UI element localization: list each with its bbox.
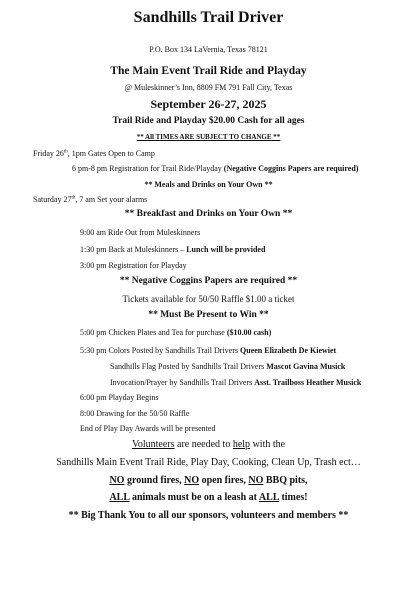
colors-posted-text: 5:30 pm Colors Posted by Sandhills Trail Drivers — [80, 346, 241, 355]
colors-posted-by: Queen Elizabeth De Kiewiet — [240, 346, 337, 355]
fire-rule-1: ground fires, — [124, 475, 185, 486]
times-notice: ** All TIMES ARE SUBJECT TO CHANGE ** — [136, 133, 281, 141]
invocation-by: Asst. Trailboss Heather Musick — [254, 378, 362, 387]
flag-posted — [110, 363, 345, 371]
saturday-back-text: 1:30 pm Back at Muleskinners – — [80, 245, 187, 254]
chicken-plates — [80, 329, 271, 337]
no-word-2: NO — [184, 475, 200, 486]
volunteers-line — [0, 440, 417, 450]
saturday-line — [33, 196, 147, 204]
present-to-win-note: ** Must Be Present to Win ** — [148, 310, 269, 320]
saturday-day: Saturday 27 — [33, 195, 72, 204]
event-dates: September 26-27, 2025 — [150, 97, 267, 111]
org-address: P.O. Box 134 LaVernia, Texas 78121 — [149, 45, 268, 54]
leash-end: times! — [278, 492, 308, 503]
saturday-ride-out: 9:00 am Ride Out from Muleskinners — [80, 228, 201, 237]
all-word-2: ALL — [258, 492, 279, 503]
friday-gates: , 1pm Gates Open to Camp — [67, 149, 155, 158]
saturday-registration: 3:00 pm Registration for Playday — [80, 261, 187, 270]
friday-coggins-required: (Negative Coggins Papers are required) — [223, 164, 359, 173]
all-word-1: ALL — [109, 492, 130, 503]
saturday-back — [80, 246, 265, 254]
raffle-tickets: Tickets available for 50/50 Raffle $1.00 a ticket — [122, 294, 295, 304]
no-word-1: NO — [109, 475, 125, 486]
event-venue: @ Muleskinner’s Inn, 8809 FM 791 Fall City, Texas — [124, 83, 293, 92]
colors-posted — [80, 347, 336, 355]
flag-posted-by: Mascot Gavina Musick — [266, 362, 346, 371]
coggins-note: ** Negative Coggins Papers are required ** — [119, 276, 298, 286]
thank-you-note: ** Big Thank You to all our sponsors, volunteers and members ** — [68, 510, 349, 521]
event-price: Trail Ride and Playday $20.00 Cash for all ages — [112, 116, 305, 126]
flag-posted-text: Sandhills Flag Posted by Sandhills Trail Drivers — [110, 362, 267, 371]
invocation-prayer — [110, 379, 361, 387]
friday-meals-note: ** Meals and Drinks on Your Own ** — [144, 180, 273, 189]
raffle-drawing: 8:00 Drawing for the 50/50 Raffle — [80, 409, 190, 418]
no-word-3: NO — [248, 475, 264, 486]
friday-day: Friday 26 — [33, 149, 64, 158]
awards: End of Play Day Awards will be presented — [80, 424, 216, 433]
saturday-day-suffix: th — [71, 195, 76, 201]
volunteers-end: with the — [250, 439, 286, 450]
fire-rules — [0, 476, 417, 486]
org-title: Sandhills Trail Driver — [133, 9, 284, 26]
chicken-plates-text: 5:00 pm Chicken Plates and Tea for purchase — [80, 328, 227, 337]
help-word: help — [232, 439, 251, 450]
friday-registration — [72, 165, 358, 173]
volunteers-mid: are needed to — [174, 439, 233, 450]
leash-rule — [0, 493, 417, 503]
playday-begins: 6:00 pm Playday Begins — [80, 393, 159, 402]
fire-rule-3: BBQ pits, — [263, 475, 308, 486]
leash-mid: animals must be on a leash at — [129, 492, 259, 503]
events-line: Sandhills Main Event Trail Ride, Play Day, Cooking, Clean Up, Trash ect… — [56, 457, 361, 468]
volunteers-word: Volunteers — [131, 439, 175, 450]
friday-registration-text: 6 pm-8 pm Registration for Trail Ride/Playday — [72, 164, 224, 173]
saturday-alarms: , 7 am Set your alarms — [75, 195, 148, 204]
fire-rule-2: open fires, — [199, 475, 249, 486]
friday-day-suffix: th — [63, 149, 68, 155]
invocation-text: Invocation/Prayer by Sandhills Trail Drivers — [110, 378, 255, 387]
saturday-lunch: Lunch will be provided — [186, 245, 266, 254]
event-name: The Main Event Trail Ride and Playday — [110, 65, 307, 77]
chicken-plates-price: ($10.00 cash) — [226, 328, 272, 337]
friday-line — [33, 150, 155, 158]
saturday-breakfast-note: ** Breakfast and Drinks on Your Own ** — [124, 209, 293, 219]
